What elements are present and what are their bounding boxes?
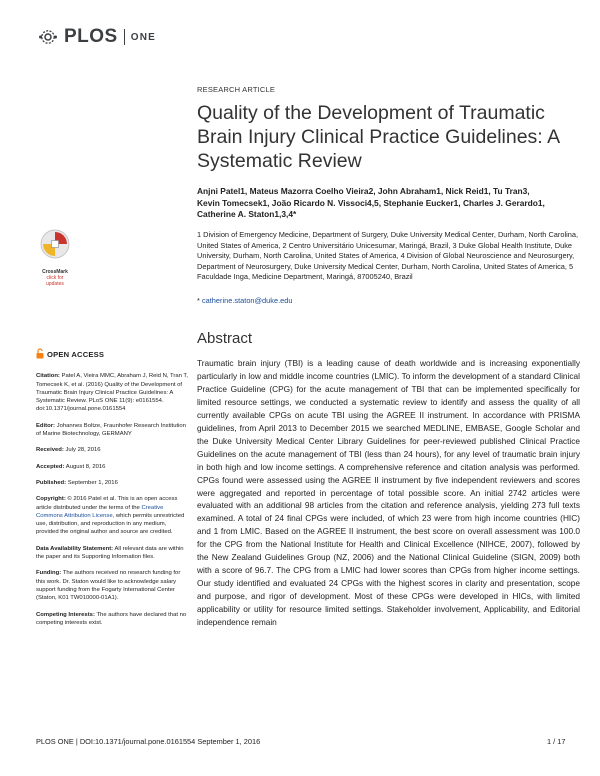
- received-date: Received: July 28, 2016: [36, 447, 101, 454]
- abstract-body: Traumatic brain injury (TBI) is a leading cause of death worldwide and is increasing exponentially particularly in low and middle income countries (LMIC). To inform the development of a standard Clinical Practice Guideline (CPG) for the acute management of TBI that can be implemented specifically for limited resource settings, we conducted a systematic review to identify and assess the quality of all currently available CPGs on acute TBI using the AGREE II instrument. In accordance with PRISMA guidelines, from April 2013 to December 2015 we searched MEDLINE, EMBASE, Google Scholar and the Duke University Medical Center Library Guidelines for peer-reviewed published Clinical Practice Guidelines on the acute management of TBI (less than 24 hours), for any level of traumatic brain injury in both high and low income settings. A comprehensive reference and citation analysis was performed. CPGs found were assessed using the AGREE II instrument by five independent reviewers and scores were aggregated and reported in percentage of total possible score. An initial 2742 articles were evaluated with an additional 98 articles from the citation and reference analysis, yielding 273 full texts examined. A total of 24 final CPGs were included, of which 23 were from high income countries (HIC) and 1 from LMIC. Based on the AGREE II instrument, the best score on overall assessment was 100.0 for the CPG from the National Institute for Health and Clinical Excellence (NIHCE, 2007), followed by the New Zealand Guidelines Group (NZ, 2006) and the National Clinical Guideline (SIGN, 2009) both with a score of 96.7. The CPG from a LMIC had lower scores than CPGs from higher income settings. Our study identified and evaluated 24 CPGs with the highest scores in clarity and presentation, scope and purpose, and rigor of development. Most of these CPGs were developed in HICs, with limited applicability or utility for resource limited settings. Stakeholder involvement, Applicability, and Editorial independence remain: [197, 358, 580, 628]
- crossmark-icon: [38, 228, 72, 264]
- logo-divider: [124, 29, 125, 45]
- license-link[interactable]: Creative Commons Attribution License: [36, 504, 164, 519]
- crossmark-label: CrossMark: [42, 269, 68, 275]
- open-access-badge: [36, 348, 188, 361]
- article-type: RESEARCH ARTICLE: [197, 85, 276, 94]
- affiliations: 1 Division of Emergency Medicine, Department of Surgery, Duke University Medical Center, Durham, North Carolina, United States of America, 2 Centro Universitário Unicesumar, Maringá, Brazil, 3 Duke Global Health Institute, Duke University, Durham, North Carolina, United States of America, 4 Division of Global Neuroscience and Neurosurgery, Department of Neurosurgery, Duke University Medical Center, Durham, North Carolina, United States of America, 5 Faculdade Inga, Medicine Department, Maringá, 87005240, Brazil: [197, 230, 579, 282]
- author-list: [197, 186, 582, 221]
- journal-logo[interactable]: [38, 26, 156, 48]
- citation: Citation: Patel A, Vieira MMC, Abraham J, Reid N, Tran T, Tomecsek K, et al. (2016) Quality of the Development of Traumatic Brain Injury Clinical Practice Guidelines: A Systematic Review. PLoS ONE 11(9): e0161554. doi:10.1371/journal.pone.0161554: [36, 373, 189, 413]
- author-line: Catherine A. Staton1,3,4*: [197, 209, 297, 220]
- author-line: Kevin Tomecsek1, João Ricardo N. Vissoci4,5, Stephanie Eucker1, Charles J. Gerardo1,: [197, 197, 545, 208]
- article-title: Quality of the Development of Traumatic Brain Injury Clinical Practice Guidelines: A Systematic Review: [197, 102, 559, 172]
- logo-subtitle: ONE: [130, 31, 157, 43]
- competing-interests: Competing Interests: The authors have declared that no competing interests exist.: [36, 611, 187, 626]
- published-date: Published: September 1, 2016: [36, 479, 118, 486]
- corresponding-star: *: [197, 296, 200, 305]
- funding: Funding: The authors received no research funding for this work. Dr. Staton would like to acknowledge salary support funding from the Fogarty International Center (Staton, K01 TW010000-01A1).: [36, 570, 181, 602]
- author-line: Anjni Patel1, Mateus Mazorra Coelho Vieira2, John Abraham1, Nick Reid1, Tu Tran3,: [197, 186, 530, 196]
- crossmark-sublabel: click for updates: [46, 275, 64, 287]
- plos-logo-icon: [38, 27, 62, 47]
- article-info-sidebar: [36, 348, 188, 635]
- open-lock-icon: [36, 348, 44, 361]
- open-access-label: OPEN ACCESS: [47, 349, 105, 359]
- crossmark-badge[interactable]: [38, 228, 72, 287]
- copyright: Copyright: © 2016 Patel et al. This is an open access article distributed under the terms of the Creative Commons Attribution License, which permits unrestricted use, distribution, and reproduction in any medium, provided the original author and source are credited.: [36, 496, 185, 536]
- accepted-date: Accepted: August 8, 2016: [36, 463, 106, 470]
- page-number: 1 / 17: [547, 737, 566, 746]
- abstract-heading: Abstract: [197, 330, 253, 347]
- editor: Editor: Johannes Boltze, Fraunhofer Research Institution of Marine Biotechnology, GERMANY: [36, 422, 186, 438]
- data-availability: Data Availability Statement: All relevant data are within the paper and its Supporting Information files.: [36, 545, 184, 561]
- logo-wordmark: PLOS: [64, 26, 118, 47]
- correspondence: [197, 296, 292, 305]
- corresponding-email[interactable]: catherine.staton@duke.edu: [201, 296, 293, 305]
- footer-citation: PLOS ONE | DOI:10.1371/journal.pone.0161554 September 1, 2016: [36, 737, 261, 746]
